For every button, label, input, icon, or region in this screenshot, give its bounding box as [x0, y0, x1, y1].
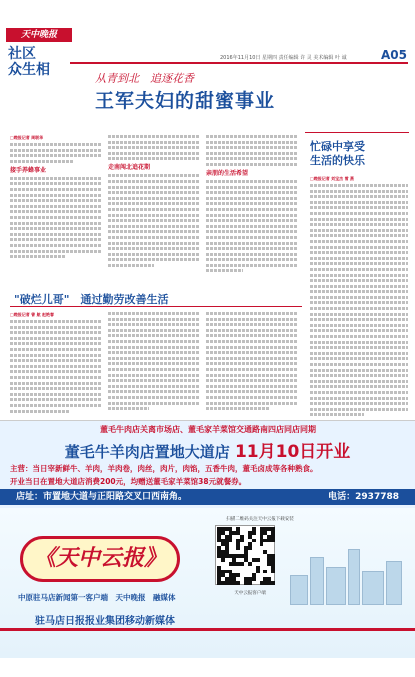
lead-headline: 王军夫妇的甜蜜事业: [95, 90, 276, 112]
sidebar-column: [310, 176, 408, 416]
qr-module: [271, 570, 275, 574]
qr-module: [263, 570, 267, 574]
section-name-line2: 众生相: [8, 62, 50, 78]
qr-module: [260, 542, 264, 546]
qr-module: [236, 573, 240, 577]
header-rule: [70, 62, 408, 64]
article2-column-1: [10, 312, 102, 416]
section-name: [8, 46, 70, 78]
sidebar-byline: □晚报记者 刘宝杰 雪 燕: [310, 176, 354, 181]
ad-address: 店址：市置地大道与正阳路交叉口西南角。: [16, 492, 188, 502]
article2-column-2: [108, 312, 200, 416]
lead-subhead-3: 亲朋的生活希望: [206, 169, 249, 177]
qr-module: [221, 558, 225, 562]
qr-module: [236, 581, 240, 585]
qr-module: [252, 531, 256, 535]
lead-column-2: [108, 135, 200, 285]
city-skyline-illustration: [290, 545, 410, 605]
ad-top-line: 董毛牛肉店关离市场店、董毛家羊菜馆交通路南四店同店同期: [100, 425, 316, 434]
text-lines: [108, 312, 200, 410]
qr-module: [248, 562, 252, 566]
text-lines: [310, 184, 408, 416]
ad-phone: 电话：2937788: [328, 492, 399, 502]
text-lines: [206, 135, 298, 166]
ad-offer-line: 开业当日在置地大道店消费200元，均赠送董毛家羊菜馆38元就餐券。: [10, 477, 247, 486]
lead-column-3: [206, 135, 298, 285]
lead-column-1: [10, 135, 102, 285]
qr-code-icon[interactable]: [215, 525, 275, 585]
section-name-line1: 社区: [8, 46, 36, 62]
article2-title: "破烂儿哥" 通过勤劳改善生活: [14, 293, 169, 306]
qr-module: [248, 546, 252, 550]
text-lines: [10, 143, 102, 163]
bottom-rule: [0, 628, 415, 631]
qr-module: [240, 539, 244, 543]
qr-module: [240, 562, 244, 566]
qr-title: 扫描二维码关注天中云报下载安装: [226, 517, 294, 522]
ad-products-line: 主营：当日宰新鲜牛、羊肉，羊肉卷，肉丝，肉片，肉馅，五香牛肉，董毛卤成等各种熟食。: [10, 464, 318, 473]
qr-caption: 天中云报客户端: [234, 591, 266, 596]
promo-tagline: 中原驻马店新闻第一客户端 天中晚报 融媒体: [18, 593, 176, 602]
ad-main-prefix: 董毛牛羊肉店置地大道店: [64, 443, 230, 461]
ad-main-title: [10, 437, 405, 462]
lead-subhead-2: 走南闯北追花期: [108, 164, 151, 172]
paper-logo-tag: 天中晚报: [6, 28, 72, 42]
qr-module: [271, 539, 275, 543]
article2-rule: [10, 306, 302, 307]
section-logo: [6, 28, 72, 90]
qr-module: [236, 546, 240, 550]
qr-module: [248, 581, 252, 585]
issue-info: 2016年11月10日 星期四 责任编辑 许 灵 美术编辑 叶 诚: [220, 55, 347, 61]
lead-kicker: 从青到北 追逐花香: [95, 72, 194, 85]
sidebar-title: [310, 140, 410, 168]
text-lines: [10, 177, 102, 258]
lead-subhead-1: 接手养蜂事业: [10, 166, 47, 174]
cloud-app-logo: 《天中云报》: [20, 536, 180, 582]
text-lines: [10, 320, 102, 413]
qr-module: [271, 581, 275, 585]
qr-module: [252, 539, 256, 543]
text-lines: [108, 174, 200, 267]
text-lines: [206, 312, 298, 410]
text-lines: [108, 135, 200, 160]
article2-column-3: [206, 312, 298, 416]
qr-module: [229, 539, 233, 543]
qr-module: [256, 558, 260, 562]
lead-byline: □晚报记者 周联华: [10, 135, 44, 140]
page-number: A05: [381, 48, 407, 62]
ad-address-bar: [0, 489, 415, 505]
sidebar-title-line2: 生活的快乐: [310, 154, 365, 167]
qr-module: [256, 570, 260, 574]
text-lines: [206, 180, 298, 273]
promo-footer: 驻马店日报报业集团移动新媒体: [35, 616, 175, 627]
ad-opening-date: 11月10日开业: [234, 442, 351, 462]
sidebar-rule: [305, 132, 409, 133]
sidebar-title-line1: 忙碌中享受: [310, 140, 365, 153]
article2-byline: □晚报记者 曾 航 赵艳春: [10, 312, 54, 317]
qr-module: [252, 577, 256, 581]
